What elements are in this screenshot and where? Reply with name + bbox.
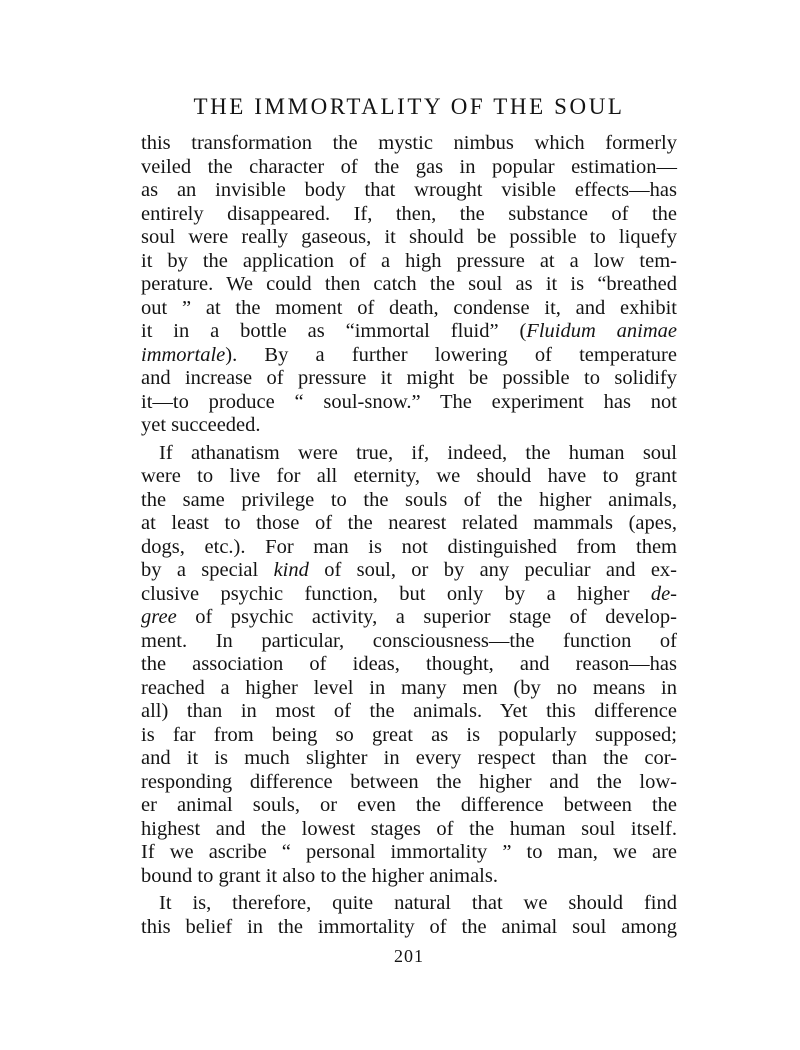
text-segment: If athanatism were true, if, indeed, the human soul [159,441,677,464]
text-segment: of psychic activity, a superior stage of develop- [176,606,677,628]
text-line [141,320,677,344]
text-segment: the association of ideas, thought, and reason—has [141,653,677,675]
text-segment: bound to grant it also to the higher animals. [141,864,498,887]
text-line [141,203,677,227]
text-segment: er animal souls, or even the difference between the [141,794,677,816]
text-segment: entirely disappeared. If, then, the substance of the [141,202,677,225]
text-line [141,226,677,250]
text-segment: responding difference between the higher and the low- [141,770,677,793]
text-segment: out ” at the moment of death, condense it, and exhibit [141,296,677,319]
text-line [141,892,677,916]
text-segment: by a special [141,559,274,581]
text-line [141,818,677,842]
text-line [141,489,677,513]
paragraph [141,132,677,438]
text-line [141,156,677,180]
text-line [141,700,677,724]
text-line [141,179,677,203]
text-line [141,916,677,940]
text-segment: the same privilege to the souls of the higher animals, [141,488,677,511]
text-segment: it by the application of a high pressure at a low tem- [141,249,677,272]
italic-text: de- [650,582,677,605]
text-segment: veiled the character of the gas in popular estimation— [141,155,677,178]
text-line [141,465,677,489]
text-segment: yet succeeded. [141,414,261,436]
text-segment: ment. In particular, consciousness—the function of [141,629,677,652]
text-line [141,297,677,321]
text-line [141,677,677,701]
text-segment: and increase of pressure it might be possible to solidify [141,367,677,389]
text-segment: all) than in most of the animals. Yet this difference [141,700,677,722]
text-line [141,536,677,560]
text-segment: highest and the lowest stages of the human soul itself. [141,817,677,840]
text-line [141,344,677,368]
text-segment: reached a higher level in many men (by no means in [141,676,677,699]
text-line [141,414,677,438]
text-line [141,724,677,748]
text-line [141,273,677,297]
text-line [141,391,677,415]
text-line [141,367,677,391]
text-segment: It is, therefore, quite natural that we should find [159,892,677,914]
paragraph [141,442,677,889]
text-line [141,583,677,607]
text-line [141,630,677,654]
text-segment: at least to those of the nearest related mammals (apes, [141,512,677,534]
text-line [141,512,677,536]
italic-text: gree [141,606,177,628]
text-segment: dogs, etc.). For man is not distinguished from them [141,535,677,558]
page-number: 201 [394,946,424,966]
text-line [141,132,677,156]
italic-text: immortale [141,343,226,366]
text-line [141,771,677,795]
text-segment: of soul, or by any peculiar and ex- [308,559,678,581]
text-line [141,865,677,889]
italic-text: Fluidum animae [526,320,677,342]
text-segment: as an invisible body that wrought visible effects—has [141,179,677,201]
text-segment: perature. We could then catch the soul as it is “breathed [141,273,677,295]
text-segment: soul were really gaseous, it should be possible to liquefy [141,226,677,248]
text-segment: were to live for all eternity, we should have to grant [141,465,677,487]
text-segment: If we ascribe “ personal immortality ” to man, we are [141,841,677,863]
text-segment: it in a bottle as “immortal fluid” ( [141,320,527,342]
text-line [141,559,677,583]
text-segment: this belief in the immortality of the animal soul among [141,915,677,938]
text-line [141,747,677,771]
text-line [141,653,677,677]
text-line [141,250,677,274]
text-segment: ). By a further lowering of temperature [225,343,677,366]
text-line [141,442,677,466]
text-line [141,606,677,630]
paragraph [141,892,677,939]
text-line [141,794,677,818]
body-text [141,132,677,939]
text-line [141,841,677,865]
book-page [141,92,677,967]
running-head: THE IMMORTALITY OF THE SOUL [193,94,625,119]
text-segment: and it is much slighter in every respect than the cor- [141,747,677,769]
text-segment: is far from being so great as is popularly supposed; [141,723,677,746]
italic-text: kind [273,559,309,581]
text-segment: this transformation the mystic nimbus which formerly [141,132,677,154]
text-segment: clusive psychic function, but only by a higher [141,582,651,605]
text-segment: it—to produce “ soul-snow.” The experiment has not [141,390,677,413]
